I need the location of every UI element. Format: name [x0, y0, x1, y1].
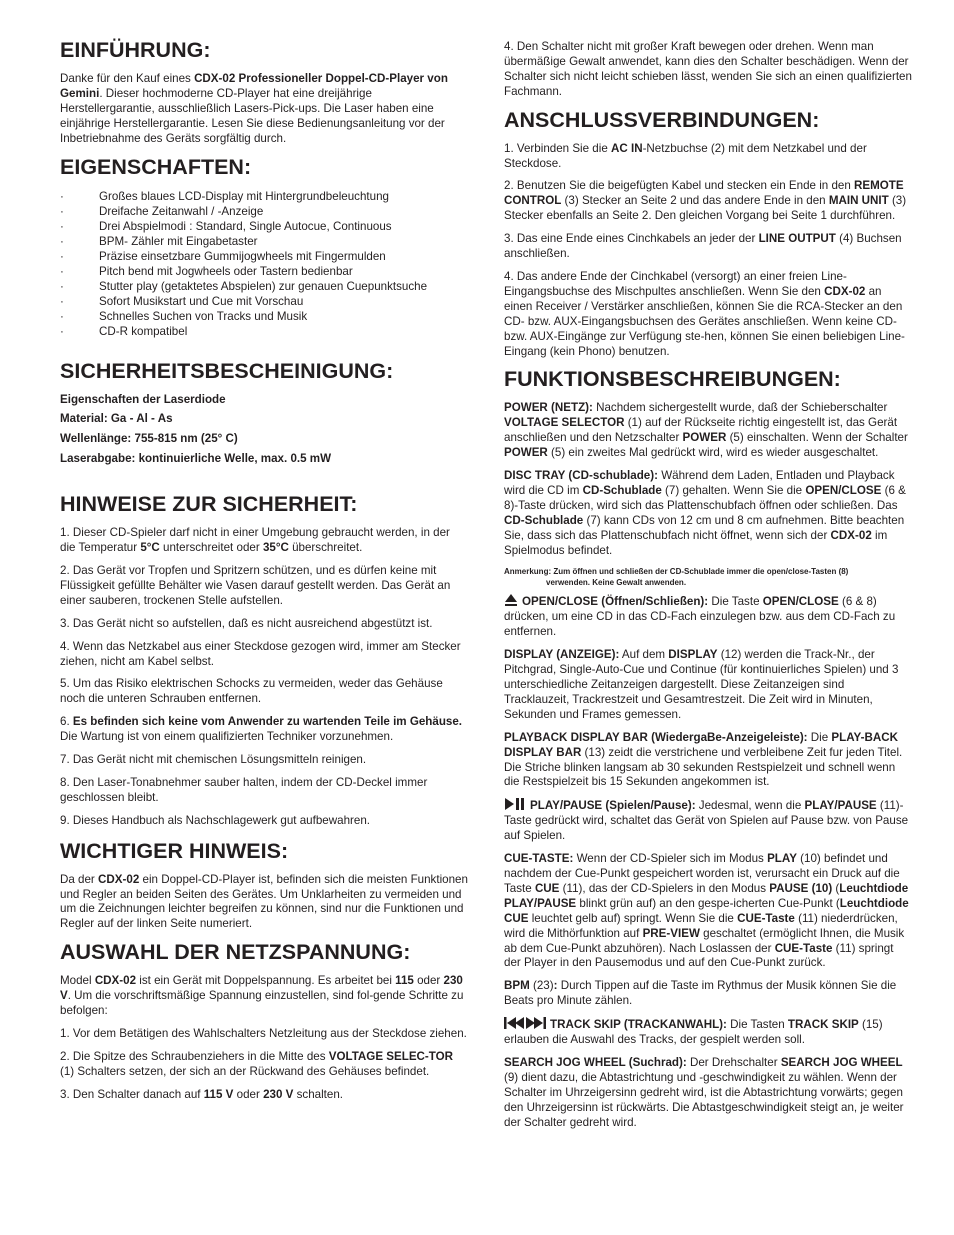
spec-line: Laserabgabe: kontinuierliche Welle, max. 0.5 mW [60, 452, 332, 466]
heading-hinweise: HINWEISE ZUR SICHERHEIT: [60, 492, 358, 517]
safety-item: 8. Den Laser-Tonabnehmer sauber halten, indem der CD-Deckel immer geschlossen bleibt. [60, 775, 428, 804]
safety-item: 3. Das Gerät nicht so aufstellen, daß es nicht ausreichend abgestützt ist. [60, 616, 433, 630]
safety-item: 5. Um das Risiko elektrischen Schocks zu vermeiden, weder das Gehäuse noch die unteren Schrauben entfernen. [60, 677, 443, 706]
function-bpm: BPM (23): Durch Tippen auf die Taste im Rythmus der Musik können Sie die Beats pro Minute zählen. [504, 979, 897, 1008]
note-line: Anmerkung: Zum öffnen und schließen der CD-Schublade immer die open/close-Tasten (8) [504, 567, 849, 577]
connection-step: 2. Benutzen Sie die beigefügten Kabel und stecken ein Ende in den REMOTE CONTROL (3) Stecker an Seite 2 und das andere Ende in den MAIN UNIT (3) Stecker ebenfalls an Seite 2. Den gleichen Vorgang bei Seite 1 durchführen. [504, 179, 907, 223]
safety-item: 9. Dieses Handbuch als Nachschlagewerk gut aufbewahren. [60, 813, 370, 827]
list-item: · Dreifache Zeitanwahl / -Anzeige [60, 204, 468, 219]
voltage-step: 1. Vor dem Betätigen des Wahlschalters Netzleitung aus der Steckdose ziehen. [60, 1027, 467, 1040]
safety-item: 7. Das Gerät nicht mit chemischen Lösungsmitteln reinigen. [60, 753, 367, 767]
heading-wichtiger-hinweis: WICHTIGER HINWEIS: [60, 838, 289, 863]
list-item: · Großes blaues LCD-Display mit Hintergrundbeleuchtung [60, 189, 468, 204]
voltage-step: 2. Die Spitze des Schraubenziehers in die Mitte des VOLTAGE SELEC-TOR (1) Schalters setzen, der sich an der Rückwand des Gehäuses befindet. [60, 1049, 454, 1078]
spec-line: Eigenschaften der Laserdiode [60, 392, 226, 406]
play-pause-icon [504, 798, 526, 810]
spec-line: Material: Ga - Al - As [60, 412, 173, 426]
laser-specs [60, 393, 468, 468]
function-display: DISPLAY (ANZEIGE): Auf dem DISPLAY (12) werden die Track-Nr., der Pitchgrad, Single-Auto-Cue und Continue (für kontinuierliches Spielen) und 3 unterschiedliche Zeitanzeigen dargestellt. Diese Zeitanzeigen sind Tracklauzeit, Trackrestzeit und Gesamtrestzeit. Die Zeit wird in Minuten, Sekunden und Frames gemessen. [504, 648, 899, 721]
voltage-step: 3. Den Schalter danach auf 115 V oder 230 V schalten. [60, 1087, 343, 1101]
heading-anschluss: ANSCHLUSSVERBINDUNGEN: [504, 107, 820, 132]
important-paragraph: Da der CDX-02 ein Doppel-CD-Player ist, befinden sich die meisten Funktionen und Regler an beiden Seiten des Gerätes. Um Unklarheiten zu vermeiden und um die Zeichnungen leichter begreifen zu können, sind nur die Funktionen und Regler auf der linken Seite numeriert. [60, 872, 468, 931]
left-column [60, 38, 468, 1111]
heading-einfuehrung: EINFÜHRUNG: [60, 38, 211, 62]
heading-sicherheitsbescheinigung: SICHERHEITSBESCHEINIGUNG: [60, 358, 394, 383]
right-column [504, 40, 912, 1138]
heading-funktion: FUNKTIONSBESCHREIBUNGEN: [504, 367, 841, 392]
heading-eigenschaften: EIGENSCHAFTEN: [60, 154, 252, 179]
safety-item: 4. Wenn das Netzkabel aus einer Steckdose gezogen wird, immer am Stecker ziehen, nicht am Kabel selbst. [60, 639, 461, 668]
feature-list [60, 189, 468, 339]
connection-step: 3. Das eine Ende eines Cinchkabels an jeder der LINE OUTPUT (4) Buchsen anschließen. [504, 232, 902, 261]
function-power: POWER (NETZ): Nachdem sichergestellt wurde, daß der Schieberschalter VOLTAGE SELECTOR (1) auf der Rückseite richtig eingestellt ist, das Gerät anschließen und den Netzschalter POWER (5) einschalten. Wenn der Schalter POWER (5) ein zweites Mal gedrückt wird, wird es wieder ausgeschaltet. [504, 401, 908, 460]
heading-netzspannung: AUSWAHL DER NETZSPANNUNG: [60, 940, 411, 965]
function-jog-wheel: SEARCH JOG WHEEL (Suchrad): Der Drehschalter SEARCH JOG WHEEL (9) dient dazu, die Abtastrichtung und -geschwindigkeit zu wählen. Wenn der Schalter im Uhrzeigersinn gedreht wird, ist die Abtastrichtung vorwärts; gegen den Uhrzeigersinn ist rückwärts. Die Abtastgeschwindigkeit steigt an, je weiter der Schalter gedreht wird. [504, 1055, 904, 1129]
list-item: · Pitch bend mit Jogwheels oder Tastern bedienbar [60, 264, 468, 279]
spec-line: Wellenlänge: 755-815 nm (25° C) [60, 432, 238, 446]
tray-note [504, 566, 912, 588]
eject-icon [504, 594, 518, 606]
list-item: · Schnelles Suchen von Tracks und Musik [60, 309, 468, 324]
safety-item: 1. Dieser CD-Spieler darf nicht in einer Umgebung gebraucht werden, in der die Temperatur 5°C unterschreitet oder 35°C überschreitet. [60, 526, 450, 555]
function-disc-tray: DISC TRAY (CD-schublade): Während dem Laden, Entladen und Playback wird die CD im CD-Schublade (7) gehalten. Wenn Sie die OPEN/CLOSE (6 & 8)-Taste drücken, wird sich das Plattenschubfach öffnen oder schließen. Das CD-Schublade (7) kann CDs von 12 cm und 8 cm aufnehmen. Bitte beachten Sie, dass sich das Plattenschubfach nicht öffnet, wenn sich der CDX-02 im Spielmodus befindet. [504, 469, 906, 557]
list-item: · BPM- Zähler mit Eingabetaster [60, 234, 468, 249]
list-item: · Präzise einsetzbare Gummijogwheels mit Fingermulden [60, 249, 468, 264]
list-item: · Sofort Musikstart und Cue mit Vorschau [60, 294, 468, 309]
voltage-step: 4. Den Schalter nicht mit großer Kraft bewegen oder drehen. Wenn man übermäßige Gewalt anwendet, kann dies den Schalter beschädigen. Wenn der Schalter sich nicht leicht schieben lässt, wenden Sie sich an einen qualifizierten Fachmann. [504, 40, 912, 98]
connection-step: 1. Verbinden Sie die AC IN-Netzbuchse (2) mit dem Netzkabel und der Steckdose. [504, 141, 867, 170]
list-item: · Drei Abspielmodi : Standard, Single Autocue, Continuous [60, 219, 468, 234]
function-open-close: OPEN/CLOSE (Öffnen/Schließen): Die Taste OPEN/CLOSE (6 & 8) drücken, um eine CD in das CD-Fach einzulegen bzw. aus dem CD-Fach zu entfernen. [504, 595, 896, 639]
function-track-skip: TRACK SKIP (TRACKANWAHL): Die Tasten TRACK SKIP (15) erlauben die Auswahl des Tracks, der gespielt werden soll. [504, 1018, 883, 1047]
list-item: · CD-R kompatibel [60, 324, 468, 339]
connection-step: 4. Das andere Ende der Cinchkabel (versorgt) an einer freien Line-Eingangsbuchse des Mischpultes anschließen. Wenn Sie den CDX-02 an einen Receiver / Verstärker anschließen, können Sie die RCA-Stecker an den CD- bzw. AUX-Eingangsbuchsen des Gerätes anschließen. Wenn keine CD- bzw. AUX-Eingänge zur Verfügung ste-hen, können Sie einen beliebigen Line-Eingang (kein Phono) benutzen. [504, 269, 905, 358]
note-line: verwenden. Keine Gewalt anwenden. [546, 578, 687, 588]
function-play-pause: PLAY/PAUSE (Spielen/Pause): Jedesmal, wenn die PLAY/PAUSE (11)-Taste gedrückt wird, schaltet das Gerät von Spielen auf Pause bzw. von Pause auf Spielen. [504, 799, 909, 843]
list-item: · Stutter play (getaktetes Abspielen) zur genauen Cuepunktsuche [60, 279, 468, 294]
safety-item: 2. Das Gerät vor Tropfen und Spritzern schützen, und es dürfen keine mit Flüssigkeit gefüllte Behälter wie Vasen darauf gestellt werden. Das Gerät an einer sauberen, trockenen Stelle aufstellen. [60, 563, 451, 607]
function-cue: CUE-TASTE: Wenn der CD-Spieler sich im Modus PLAY (10) befindet und nachdem der Cue-Punkt gespeichert worden ist, verursacht ein Druck auf die Taste CUE (11), das der CD-Spielers in den Modus PAUSE (10) (Leuchtdiode PLAY/PAUSE blinkt grün auf) an den gespe-icherten Cue-Punkt (Leuchtdiode CUE leuchtet gelb auf) springt. Wenn Sie die CUE-Taste (11) niederdrücken, wird die Mithörfunktion auf PRE-VIEW geschaltet (ermöglicht Ihnen, die Musik ab dem Cue-Punkt abzuhören). Nach Loslassen der CUE-Taste (11) springt der Player in den Pausemodus und auf den Cue-Punkt zurück. [504, 852, 909, 970]
intro-paragraph: Danke für den Kauf eines CDX-02 Professioneller Doppel-CD-Player von Gemini. Dieser hochmoderne CD-Player hat eine dreijährige Herstellergarantie, ausschließlich Lasers-Pick-ups. Die Laser haben eine einjährige Herstellergarantie. Lesen Sie diese Bedienungsanleitung vor der Inbetriebnahme des Geräts sorgfältig durch. [60, 72, 448, 145]
voltage-intro: Model CDX-02 ist ein Gerät mit Doppelspannung. Es arbeitet bei 115 oder 230 V. Um die vorschriftsmäßige Spannung einzustellen, sind fol-gende Schritte zu befolgen: [60, 974, 464, 1018]
function-display-bar: PLAYBACK DISPLAY BAR (WiedergaBe-Anzeigeleiste): Die PLAY-BACK DISPLAY BAR (13) zeidt die verstrichene und verbleibene Zeit fur jeden Titel. Die Striche blinken langsam ab 30 sekunden Restspielzeit und schnell wenn die Restspielzeit bis 15 Sekunden angekommen ist. [504, 730, 903, 789]
track-skip-icon [504, 1017, 546, 1029]
safety-item: 6. Es befinden sich keine vom Anwender zu wartenden Teile im Gehäuse. Die Wartung ist von einem qualifizierten Techniker vorzunehmen. [60, 715, 463, 744]
